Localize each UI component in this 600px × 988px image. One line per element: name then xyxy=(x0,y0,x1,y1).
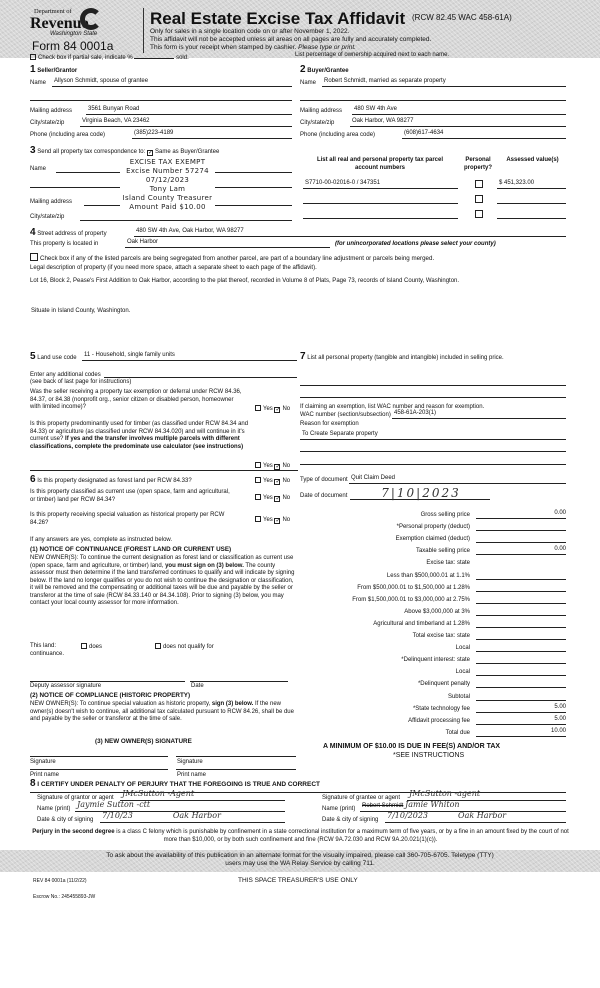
stamp-line: 07/12/2023 xyxy=(145,176,190,184)
no-checkbox[interactable]: ✓ xyxy=(275,496,281,502)
partial-sale-label: Check box if partial sale, indicate % xyxy=(38,55,133,61)
located-label: This property is located in xyxy=(30,241,99,247)
tax-row-value[interactable]: 0.00 xyxy=(476,510,566,519)
see-instructions: *SEE INSTRUCTIONS xyxy=(393,752,465,759)
print-label: Print name xyxy=(177,772,207,778)
page-title: Real Estate Excise Tax Affidavit xyxy=(150,9,406,28)
tax-row-value[interactable] xyxy=(476,571,566,580)
grantee-name: Jamie Whiton xyxy=(405,800,460,809)
notice2-text xyxy=(30,701,295,724)
buyer-mail-field[interactable]: 480 SW 4th Ave xyxy=(352,106,566,115)
buyer-heading xyxy=(300,64,349,77)
tax-row-value[interactable] xyxy=(476,595,566,604)
street-field[interactable]: 480 SW 4th Ave, Oak Harbor, WA 98277 xyxy=(134,228,566,237)
tax-row-value[interactable] xyxy=(476,607,566,616)
tax-row-label: Total excise tax: state xyxy=(412,633,470,639)
grantee-date-label: Date & city of signing xyxy=(322,817,379,823)
header-line3 xyxy=(150,44,356,52)
tax-row-label: Gross selling price xyxy=(420,512,470,518)
current-use-yesno xyxy=(255,494,290,503)
partial-sale-row xyxy=(30,52,189,63)
personal-property-label xyxy=(300,351,565,364)
tax-row-label: Agricultural and timberland at 1.28% xyxy=(373,620,470,627)
buyer-city-field[interactable]: Oak Harbor, WA 98277 xyxy=(350,118,566,127)
same-as-buyer-checkbox[interactable]: ✓ xyxy=(147,150,154,156)
addl-codes-field[interactable] xyxy=(104,369,297,378)
header-divider xyxy=(143,8,144,53)
tax-row-value[interactable] xyxy=(476,655,566,664)
continuance-label: continuance. xyxy=(30,651,65,657)
docdate-label: Date of document xyxy=(300,493,348,499)
yes-checkbox[interactable] xyxy=(255,494,261,500)
section-title: Buyer/Grantee xyxy=(307,68,349,74)
tax-row-label: Local xyxy=(455,645,470,652)
stamp-line: Island County Treasurer xyxy=(122,194,213,202)
seller-mail-field[interactable]: 3561 Bunyan Road xyxy=(86,106,292,115)
landuse-label xyxy=(30,351,77,364)
no-label: No xyxy=(282,478,291,484)
personal-header: Personal property? xyxy=(463,157,492,171)
grantee-name-label: Name (print) xyxy=(322,806,356,812)
seller-heading xyxy=(30,64,77,77)
tax-row-label: Excise tax: state xyxy=(426,560,470,567)
segregate-checkbox[interactable] xyxy=(30,253,38,261)
does-label: does xyxy=(89,644,103,650)
historical-yesno xyxy=(255,516,290,525)
no-checkbox[interactable]: ✓ xyxy=(275,464,281,470)
grantor-signature[interactable]: JMcSutton -Agent xyxy=(120,789,285,801)
partial-percent-field[interactable] xyxy=(134,52,174,59)
form-number: Form 84 0001a xyxy=(32,39,114,53)
tax-row-label: Less than $500,000.01 at 1.1% xyxy=(386,572,470,579)
reason-label: Reason for exemption xyxy=(300,421,359,427)
assessed-header: Assessed value(s) xyxy=(506,157,559,163)
no-checkbox[interactable]: ✓ xyxy=(275,479,281,485)
owner-signature-1[interactable] xyxy=(30,748,168,757)
seller-mail-label: Mailing address xyxy=(30,108,73,114)
corr-city-label: City/state/zip xyxy=(30,214,65,220)
tax-row-label: From $500,000.01 to $1,500,000 at 1.28% xyxy=(357,584,470,591)
header-line2: This affidavit will not be accepted unless all areas on all pages are fully and accurately completed. xyxy=(150,36,432,43)
tax-row-label: From $1,500,000.01 to $3,000,000 at 2.75% xyxy=(352,596,470,603)
forest-question-text: Is this property designated as forest land per RCW 84.33? xyxy=(37,478,192,484)
stamp-line: Tony Lam xyxy=(149,185,186,193)
yes-label: Yes xyxy=(263,463,273,469)
tax-row-label: *Delinquent penalty xyxy=(417,681,470,688)
escrow-number: Escrow No.: 245455893-JW xyxy=(33,894,96,900)
grantor-name-label: Name (print) xyxy=(37,806,71,812)
grantor-date: 7/10/23 xyxy=(102,811,133,820)
personal-property-text: List all personal property (tangible and intangible) included in selling price. xyxy=(307,355,504,361)
section-divider xyxy=(30,470,298,471)
no-checkbox[interactable]: ✓ xyxy=(275,518,281,524)
legal-description[interactable]: Lot 16, Block 2, Pease's First Addition to Oak Harbor, according to the plat thereof, recorded in Volume 8 of Plats, Page 73, records of Island County, Washington. xyxy=(30,278,460,284)
logo-icon xyxy=(80,8,102,30)
receipt-text: This form is your receipt when stamped by cashier. xyxy=(150,44,297,51)
perjury-bold: Perjury in the second degree xyxy=(32,829,115,835)
no-label: No xyxy=(282,463,291,469)
buyer-city-label: City/state/zip xyxy=(300,120,335,126)
assessed-field-1[interactable]: $ 451,323.00 xyxy=(497,180,566,189)
section-number: 2 xyxy=(300,64,306,75)
no-label: No xyxy=(282,517,291,523)
grantor-sig-label: Signature of grantor or agent xyxy=(37,795,114,801)
owner-signature-2[interactable] xyxy=(176,748,296,757)
doctype-label: Type of document xyxy=(300,477,348,483)
certify-text: I CERTIFY UNDER PENALTY OF PERJURY THAT THE FOREGOING IS TRUE AND CORRECT xyxy=(37,781,321,788)
personal-checkbox-3[interactable] xyxy=(475,210,483,218)
section-number: 4 xyxy=(30,227,36,238)
personal-property-line1[interactable] xyxy=(300,377,566,386)
segregate-row xyxy=(30,253,434,263)
section-number: 1 xyxy=(30,64,36,75)
forest-yesno xyxy=(255,477,290,486)
notice1-part: NEW OWNER(S): To continue the current designation as forest land or classification as current use (open space, farm and agriculture, or timber) land, xyxy=(30,555,294,569)
tax-row-value[interactable] xyxy=(476,679,566,688)
thisland-label: This land: xyxy=(30,643,57,649)
yes-checkbox[interactable] xyxy=(255,462,261,468)
tax-row-value[interactable] xyxy=(476,643,566,652)
current-use-question: Is this property classified as current use (open space, farm and agricultural, or timber) land per RCW 84.34? xyxy=(30,489,230,503)
seller-city-field[interactable]: Virginia Beach, VA 23462 xyxy=(80,118,292,127)
street-label-text: Street address of property xyxy=(37,231,107,237)
located-field[interactable]: Oak Harbor xyxy=(125,239,330,248)
grantor-date-label: Date & city of signing xyxy=(37,817,94,823)
owner-print-2[interactable] xyxy=(176,761,296,770)
tax-row-value[interactable]: 5.00 xyxy=(476,716,566,725)
same-as-buyer-label: Same as Buyer/Grantee xyxy=(154,149,220,155)
tax-row-value[interactable] xyxy=(476,667,566,676)
does-option xyxy=(81,643,102,652)
assessed-field-3[interactable] xyxy=(497,210,566,219)
treasurer-stamp xyxy=(120,158,215,212)
exempt-note: If claiming an exemption, list WAC number and reason for exemption. xyxy=(300,404,485,410)
buyer-name-label: Name xyxy=(300,80,317,86)
exemption-yesno xyxy=(255,405,290,414)
notice1-part: The county assessor must then determine if the land transferred continues to qualify and will indicate by signing below. If the land no longer qualifies or you do not wish to continue the designation or classification, it will be removed and the compensating or additional taxes will be due and payable by the seller or transferor at the time of sale (RCW 84.33.140 or 84.34.108). Prior to signing (3) below, you may contact your local county assessor for more information. xyxy=(30,562,295,606)
parcel-field-1[interactable]: S7710-00-02016-0 / 347351 xyxy=(303,180,458,189)
tax-row-value[interactable]: 10.00 xyxy=(476,728,566,737)
segregate-label: Check box if any of the listed parcels are being segregated from another parcel, are part of a boundary line adjustment or parcels being merged. xyxy=(40,255,435,262)
personal-checkbox-2[interactable] xyxy=(475,195,483,203)
section-number: 6 xyxy=(30,474,36,485)
grantor-city: Oak Harbor xyxy=(172,811,221,820)
partial-sale-checkbox[interactable] xyxy=(30,54,36,60)
notice3-title: (3) NEW OWNER(S) SIGNATURE xyxy=(95,738,192,745)
tax-row-value[interactable] xyxy=(476,522,566,531)
minimum-notice: A MINIMUM OF $10.00 IS DUE IN FEE(S) AND/OR TAX xyxy=(323,743,501,750)
notice1-text xyxy=(30,555,295,608)
legal-label: Legal description of property (if you need more space, attach a separate sheet to each page of the affidavit). xyxy=(30,265,317,271)
tax-row-label: Local xyxy=(455,669,470,676)
grantee-sig-label: Signature of grantee or agent xyxy=(322,795,401,801)
tax-row-label: Exemption claimed (deduct) xyxy=(395,536,470,543)
seller-phone-label: Phone (including area code) xyxy=(30,132,106,138)
signature-label: Signature xyxy=(30,759,56,765)
type-print-text: Please type or print. xyxy=(298,44,356,51)
correspondence-label: Send all property tax correspondence to: xyxy=(37,149,146,155)
does-not-checkbox[interactable] xyxy=(155,643,161,649)
no-checkbox[interactable]: ✓ xyxy=(275,407,281,413)
no-label: No xyxy=(282,406,291,412)
grantee-date: 7/10/2023 xyxy=(387,811,429,820)
notice2-title: (2) NOTICE OF COMPLIANCE (HISTORIC PROPERTY) xyxy=(30,692,191,699)
tax-row-label: *Personal property (deduct) xyxy=(396,524,470,531)
timber-question-bold: If yes and the transfer involves multiple parcels with different classifications, complete the predominate use calculator (see instructions) xyxy=(30,436,244,450)
treasurer-space: THIS SPACE TREASURER'S USE ONLY xyxy=(238,877,358,884)
tax-row-label: *State technology fee xyxy=(412,705,470,712)
yes-checkbox[interactable] xyxy=(255,477,261,483)
parcel-field-3[interactable] xyxy=(303,210,458,219)
section-title: Seller/Grantor xyxy=(37,68,78,74)
corr-name-label: Name xyxy=(30,166,47,172)
yes-checkbox[interactable] xyxy=(255,405,261,411)
grantee-city: Oak Harbor xyxy=(458,811,507,820)
seller-city-label: City/state/zip xyxy=(30,120,65,126)
does-not-label: does not qualify for xyxy=(163,644,214,650)
notice2-part: If the new owner(s) doesn't wish to continue, all additional tax calculated pursuant to RCW 84.26, shall be due and payable by the seller or transferor at the time of sale. xyxy=(30,701,294,722)
does-checkbox[interactable] xyxy=(81,643,87,649)
tax-row-label: Taxable selling price xyxy=(415,548,470,555)
deputy-date-field[interactable] xyxy=(190,673,288,682)
situate-text: Situate in Island County, Washington. xyxy=(31,308,131,314)
stamp-line: Amount Paid $10.00 xyxy=(129,203,206,211)
tty-notice: To ask about the availability of this publication in an alternate format for the visually impaired, please call 360-705-6705. Teletype (TTY) users may use the WA Relay Service by calling 711. xyxy=(106,852,494,868)
correspondence-heading xyxy=(30,145,219,158)
grantor-date-field[interactable] xyxy=(100,811,285,823)
grantor-name-field[interactable]: Jaymie Sutton -ctt xyxy=(75,800,285,812)
notice2-bold: sign (3) below. xyxy=(211,701,254,707)
section-number: 5 xyxy=(30,351,36,362)
dept-label: Department of xyxy=(34,8,72,15)
buyer-phone-field[interactable]: (608)617-4634 xyxy=(402,130,566,139)
notice1-title: (1) NOTICE OF CONTINUANCE (FOREST LAND OR CURRENT USE) xyxy=(30,546,232,553)
reason-line2[interactable] xyxy=(300,443,566,452)
tax-row-label: Subtotal xyxy=(447,693,470,700)
street-label xyxy=(30,227,107,240)
yes-label: Yes xyxy=(263,495,273,501)
rev-number: REV 84 0001a (11/2/22) xyxy=(33,878,87,884)
docdate-field[interactable]: 7|10|2023 xyxy=(350,486,490,500)
landuse-field[interactable]: 11 - Household, single family units xyxy=(82,352,297,361)
parcel-header: List all real and personal property tax parcel account numbers xyxy=(316,157,444,171)
print-label: Print name xyxy=(30,772,60,778)
landuse-label-text: Land use code xyxy=(37,355,77,361)
tax-row-label: *Delinquent interest: state xyxy=(401,657,470,664)
tax-row-label: Total due xyxy=(445,729,470,736)
forest-question xyxy=(30,474,192,487)
section-number: 7 xyxy=(300,351,306,362)
seller-phone-field[interactable]: (385)223-4189 xyxy=(132,130,292,139)
state-label: Washington State xyxy=(50,31,98,37)
header-line1: Only for sales in a single location code on or after November 1, 2022. xyxy=(150,28,350,35)
grantee-date-field[interactable] xyxy=(385,811,566,823)
tax-row-value[interactable] xyxy=(476,619,566,628)
corr-city-field[interactable] xyxy=(80,212,292,221)
yes-label: Yes xyxy=(263,478,273,484)
seller-name-field[interactable]: Allyson Schmidt, spouse of grantee xyxy=(52,78,292,87)
revenue-logo-text: Revenue xyxy=(30,15,89,32)
ifany-note: If any answers are yes, complete as instructed below. xyxy=(30,537,173,543)
reason-line3[interactable] xyxy=(300,456,566,465)
buyer-phone-label: Phone (including area code) xyxy=(300,132,376,138)
addl-codes-label: Enter any additional codes xyxy=(30,372,101,378)
assessed-field-2[interactable] xyxy=(497,195,566,204)
date-label: Date xyxy=(191,683,204,689)
tax-row-label: Affidavit processing fee xyxy=(408,717,470,724)
buyer-mail-label: Mailing address xyxy=(300,108,343,114)
signature-label: Signature xyxy=(177,759,203,765)
deputy-label: Deputy assessor signature xyxy=(30,683,102,689)
ownership-note: List percentage of ownership acquired next to each name. xyxy=(295,52,450,58)
grantee-signature[interactable]: JMcSutton -agent xyxy=(407,789,566,801)
personal-checkbox-1[interactable] xyxy=(475,180,483,188)
yes-label: Yes xyxy=(263,517,273,523)
tax-row-value[interactable]: 0.00 xyxy=(476,546,566,555)
tax-row-value[interactable] xyxy=(476,534,566,543)
seller-name-line2[interactable] xyxy=(30,92,292,101)
struck-name: Robert Schmidt xyxy=(362,803,404,809)
notice2-part: NEW OWNER(S): To continue special valuation as historic property, xyxy=(30,701,211,707)
parcel-field-2[interactable] xyxy=(303,195,458,204)
deputy-signature-field[interactable] xyxy=(30,673,185,682)
buyer-name-line2[interactable] xyxy=(300,92,566,101)
tax-row-value[interactable] xyxy=(476,692,566,701)
timber-question xyxy=(30,421,255,451)
historical-question: Is this property receiving special valuation as historical property per RCW 84.26? xyxy=(30,512,225,526)
notice1-bold: you must sign on (3) below. xyxy=(165,562,244,569)
seeback-note: (see back of last page for instructions) xyxy=(30,379,132,385)
section-number: 8 xyxy=(30,778,36,789)
sold-label: sold. xyxy=(176,55,189,61)
reason-field[interactable]: To Create Separate property xyxy=(300,431,566,440)
yes-checkbox[interactable] xyxy=(255,516,261,522)
tax-row-value[interactable]: 5.00 xyxy=(476,704,566,713)
no-label: No xyxy=(282,495,291,501)
tax-row-value[interactable] xyxy=(476,631,566,640)
unincorporated-note: (for unincorporated locations please select your county) xyxy=(335,241,496,247)
tax-row-value[interactable] xyxy=(476,583,566,592)
wac-field[interactable]: 458-61A-203(1) xyxy=(392,410,566,419)
timber-question-text: Is this property predominantly used for timber (as classified under RCW 84.34 and 84.33) or agriculture (as classified under RCW 84.34.020) and will continue in it's current use? xyxy=(30,421,249,442)
section-number: 3 xyxy=(30,145,36,156)
perjury-text xyxy=(28,829,573,844)
owner-print-1[interactable] xyxy=(30,761,168,770)
corr-mail-label: Mailing address xyxy=(30,199,73,205)
tax-row-label: Above $3,000,000 at 3% xyxy=(404,608,470,615)
seller-name-label: Name xyxy=(30,80,47,86)
stamp-line: EXCISE TAX EXEMPT xyxy=(129,158,206,166)
yes-label: Yes xyxy=(263,406,273,412)
perjury-body: is a class C felony which is punishable by confinement in a state correctional institution for a maximum term of five years, or by a fine in an amount fixed by the court of not more than $10,000, or by both such confinement and fine (RCW 9A.72.030 and RCW 9A.20.021(1)(c)). xyxy=(116,829,569,843)
rcw-ref: (RCW 82.45 WAC 458-61A) xyxy=(412,13,512,22)
exemption-question: Was the seller receiving a property tax exemption or deferral under RCW 84.36, 84.37, or 84.38 (nonprofit org., senior citizen or disabled person, homeowner with limited income)? xyxy=(30,389,242,410)
stamp-line: Excise Number 57274 xyxy=(126,167,209,175)
personal-property-line2[interactable] xyxy=(300,389,566,398)
doctype-field[interactable]: Quit Claim Deed xyxy=(349,475,566,484)
buyer-name-field[interactable]: Robert Schmidt, married as separate property xyxy=(322,78,566,87)
wac-label: WAC number (section/subsection) xyxy=(300,412,391,418)
doesnot-option xyxy=(155,643,214,652)
